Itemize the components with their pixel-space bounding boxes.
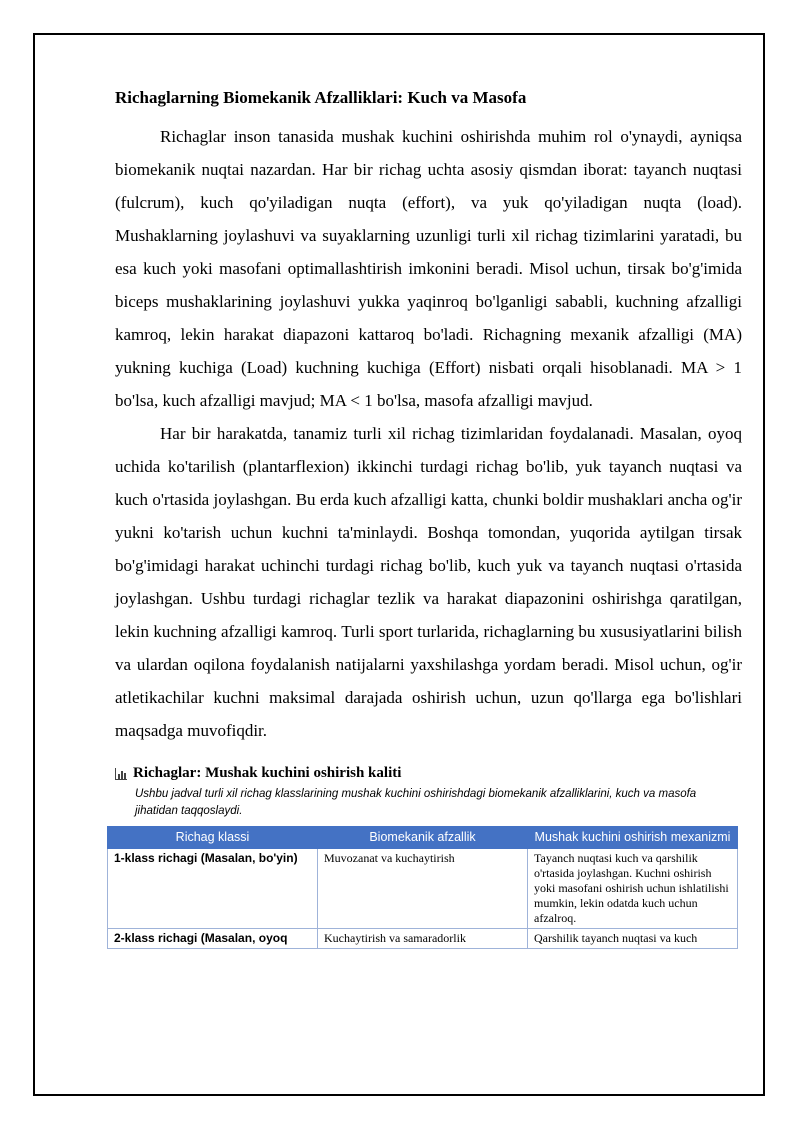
section-heading bbox=[115, 765, 742, 782]
lever-comparison-table bbox=[107, 826, 738, 949]
paragraph-2: Har bir harakatda, tanamiz turli xil richag tizimlaridan foydalanadi. Masalan, oyoq uchida ko'tarilish (plantarflexion) ikkinchi turdagi richag bo'lib, yuk tayanch nuqtasi va kuch o'rtasida joylashgan. Bu erda kuch afzalligi katta, chunki boldir mushaklari ancha og'ir yukni ko'tarish uchun kuchni ta'minlaydi. Boshqa tomondan, yuqorida aytilgan tirsak bo'g'imidagi harakat uchinchi turdagi richag bo'lib, kuch yuk va tayanch nuqtasi o'rtasida joylashgan. Ushbu turdagi richaglar tezlik va harakat diapazonini oshirishga qaratilgan, lekin kuchning afzalligi kamroq. Turli sport turlarida, richaglarning bu xususiyatlarini bilish va ulardan oqilona foydalanish natijalarni yaxshilashga yordam beradi. Misol uchun, og'ir atletikachilar kuchni maksimal darajada oshirish uchun, uzun qo'llarga ega bo'lishlari maqsadga muvofiqdir. bbox=[115, 424, 742, 740]
table-cell: Qarshilik tayanch nuqtasi va kuch bbox=[528, 929, 738, 949]
table-cell: Muvozanat va kuchaytirish bbox=[318, 849, 528, 929]
table-cell: Tayanch nuqtasi kuch va qarshilik o'rtasida joylashgan. Kuchni oshirish yoki masofani oshirish uchun ishlatilishi mumkin, lekin odatda kuch uchun afzalroq. bbox=[528, 849, 738, 929]
bar-chart-icon bbox=[115, 768, 127, 780]
document-title: Richaglarning Biomekanik Afzalliklari: Kuch va Masofa bbox=[115, 88, 527, 107]
paragraph-1: Richaglar inson tanasida mushak kuchini oshirishda muhim rol o'ynaydi, ayniqsa biomekanik nuqtai nazardan. Har bir richag uchta asosiy qismdan iborat: tayanch nuqtasi (fulcrum), kuch qo'yiladigan nuqta (effort), va yuk qo'yiladigan nuqta (load). Mushaklarning joylashuvi va suyaklarning uzunligi turli xil richag tizimlarini yaratadi, bu esa kuch yoki masofani optimallashtirish imkonini beradi. Misol uchun, tirsak bo'g'imida biceps mushaklarining joylashuvi yukka yaqinroq bo'lganligi sababli, kuchning afzalligi kamroq, lekin harakat diapazoni kattaroq bo'ladi. Richagning mexanik afzalligi (MA) yukning kuchiga (Load) kuchning kuchiga (Effort) nisbati orqali hisoblanadi. MA > 1 bo'lsa, kuch afzalligi mavjud; MA < 1 bo'lsa, masofa afzalligi mavjud. bbox=[115, 127, 742, 410]
header-lever-class: Richag klassi bbox=[108, 827, 318, 849]
table-caption: Ushbu jadval turli xil richag klasslarining mushak kuchini oshirishdagi biomekanik afzalliklarini, kuch va masofa jihatidan taqqoslaydi. bbox=[135, 788, 697, 817]
table-row bbox=[108, 849, 738, 929]
header-advantage: Biomekanik afzallik bbox=[318, 827, 528, 849]
header-mechanism: Mushak kuchini oshirish mexanizmi bbox=[528, 827, 738, 849]
table-header-row bbox=[108, 827, 738, 849]
document-body bbox=[115, 86, 742, 949]
table-cell: Kuchaytirish va samaradorlik bbox=[318, 929, 528, 949]
table-cell: 2-klass richagi (Masalan, oyoq bbox=[108, 929, 318, 949]
table-row bbox=[108, 929, 738, 949]
section-title: Richaglar: Mushak kuchini oshirish kaliti bbox=[133, 765, 402, 781]
table-cell: 1-klass richagi (Masalan, bo'yin) bbox=[108, 849, 318, 929]
